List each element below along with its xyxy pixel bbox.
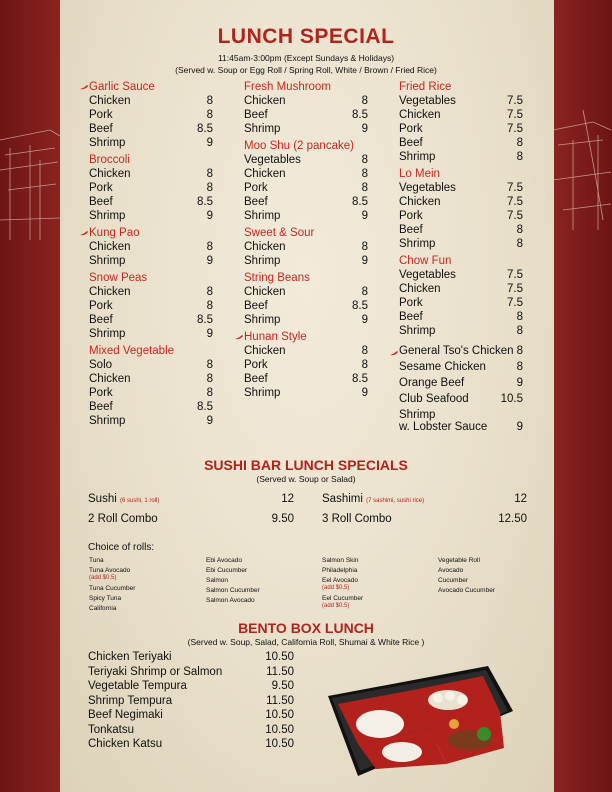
menu-item: Beef — [399, 311, 423, 323]
menu-price: 7.5 — [507, 196, 523, 208]
menu-price: 8 — [516, 137, 523, 149]
menu-price: 9 — [206, 255, 213, 267]
menu-item: Chicken — [89, 95, 131, 107]
roll-name: California — [89, 605, 117, 612]
menu-price: 8 — [516, 224, 523, 236]
menu-item: Chicken — [89, 373, 131, 385]
roll-combo-3: 3 Roll Combo — [322, 513, 392, 525]
sashimi-price: 12 — [514, 493, 527, 505]
menu-price: 8 — [206, 241, 213, 253]
menu-price: 7.5 — [507, 109, 523, 121]
menu-price: 8 — [206, 387, 213, 399]
menu-item: Shrimp — [244, 387, 281, 399]
menu-price: 8 — [361, 286, 368, 298]
sushi-title: SUSHI BAR LUNCH SPECIALS — [204, 457, 408, 473]
pagoda-sketch-right — [552, 100, 612, 300]
roll-name: Salmon Cucumber — [206, 587, 260, 594]
menu-price: 9 — [206, 210, 213, 222]
section-heading: Garlic Sauce — [89, 81, 155, 93]
menu-item: Beef — [89, 196, 113, 208]
roll-name: Philadelphia — [322, 567, 358, 574]
menu-item: Chicken — [244, 286, 286, 298]
menu-price: 7.5 — [507, 210, 523, 222]
roll-name: Avocado — [438, 567, 464, 574]
menu-item: Pork — [399, 297, 423, 309]
menu-item: Pork — [89, 300, 113, 312]
menu-item: Shrimp — [89, 328, 126, 340]
special-item: General Tso's Chicken — [399, 345, 514, 357]
roll-name: Vegetable Roll — [438, 557, 480, 564]
special-price: 10.5 — [500, 393, 523, 405]
bento-served: (Served w. Soup, Salad, California Roll, Shumai & White Rice ) — [187, 637, 425, 647]
menu-item: Shrimp — [244, 123, 281, 135]
roll-name: Ebi Avocado — [206, 557, 243, 564]
menu-price: 8.5 — [197, 196, 213, 208]
sushi-price: 12 — [281, 493, 294, 505]
roll-note: (add $0.5) — [322, 603, 350, 609]
roll-note: (add $0.5) — [89, 575, 117, 581]
menu-price: 8.5 — [197, 401, 213, 413]
chili-pepper-icon — [79, 230, 89, 236]
bento-price: 10.50 — [265, 709, 294, 721]
menu-item: Chicken — [399, 109, 441, 121]
bento-price: 10.50 — [265, 651, 294, 663]
menu-price: 8 — [361, 168, 368, 180]
menu-item: Shrimp — [89, 210, 126, 222]
menu-price: 8.5 — [352, 196, 368, 208]
menu-item: Chicken — [244, 168, 286, 180]
menu-item: Vegetables — [244, 154, 301, 166]
sushi-served: (Served w. Soup or Salad) — [256, 474, 356, 484]
menu-price: 8 — [516, 311, 523, 323]
menu-item: Pork — [244, 359, 268, 371]
menu-item: Pork — [399, 123, 423, 135]
menu-price: 8 — [361, 345, 368, 357]
roll-name: Eel Cucumber — [322, 595, 364, 602]
chili-pepper-icon — [389, 350, 399, 356]
menu-price: 9 — [206, 415, 213, 427]
menu-price: 7.5 — [507, 182, 523, 194]
menu-item: Pork — [89, 182, 113, 194]
bento-item: Tonkatsu — [88, 723, 135, 736]
menu-price: 8.5 — [197, 123, 213, 135]
menu-price: 8 — [206, 109, 213, 121]
bento-item: Chicken Teriyaki — [88, 651, 172, 663]
roll-name: Tuna Cucumber — [89, 585, 136, 592]
menu-item: Beef — [244, 109, 268, 121]
roll-name: Ebi Cucumber — [206, 567, 248, 574]
roll-note: (add $0.5) — [322, 585, 350, 591]
menu-price: 8 — [516, 325, 523, 337]
menu-price: 8 — [516, 151, 523, 163]
menu-price: 7.5 — [507, 269, 523, 281]
served-text: (Served w. Soup or Egg Roll / Spring Roll, White / Brown / Fried Rice) — [175, 65, 437, 75]
sashimi-item: Sashimi (7 sashimi, sushi rice) — [322, 493, 425, 505]
menu-item: Beef — [399, 137, 423, 149]
special-price: 9 — [516, 377, 523, 389]
bento-price: 10.50 — [265, 738, 294, 750]
bento-item: Teriyaki Shrimp or Salmon — [88, 665, 223, 678]
section-heading: Moo Shu (2 pancake) — [244, 140, 354, 152]
menu-item: Shrimp — [89, 415, 126, 427]
menu-item: Chicken — [399, 283, 441, 295]
menu-price: 9 — [361, 123, 368, 135]
bento-item: Shrimp Tempura — [88, 694, 173, 707]
menu-item: Beef — [89, 123, 113, 135]
bento-box-image — [318, 656, 518, 778]
menu-price: 9 — [361, 387, 368, 399]
menu-item: Chicken — [89, 286, 131, 298]
menu-price: 8 — [206, 359, 213, 371]
menu-item: Shrimp — [244, 314, 281, 326]
menu-price: 8.5 — [352, 109, 368, 121]
menu-price: 8 — [206, 95, 213, 107]
bento-item: Chicken Katsu — [88, 738, 163, 750]
bento-title: BENTO BOX LUNCH — [238, 620, 374, 636]
menu-item: Shrimp — [399, 151, 436, 163]
special-item: Orange Beef — [399, 377, 465, 389]
bento-price: 11.50 — [266, 665, 294, 678]
menu-price: 7.5 — [507, 283, 523, 295]
bento-price: 9.50 — [271, 680, 294, 692]
menu-item: Chicken — [244, 241, 286, 253]
pagoda-sketch-left — [0, 100, 60, 300]
menu-item: Shrimp — [244, 210, 281, 222]
menu-item: Shrimp — [89, 137, 126, 149]
menu-price: 9 — [361, 255, 368, 267]
bento-item: Vegetable Tempura — [88, 680, 187, 692]
menu-price: 8 — [361, 241, 368, 253]
roll-name: Salmon Skin — [322, 557, 359, 564]
section-heading: Mixed Vegetable — [89, 345, 175, 357]
menu-item: Beef — [89, 314, 113, 326]
menu-price: 7.5 — [507, 95, 523, 107]
menu-price: 9 — [206, 328, 213, 340]
page-title: LUNCH SPECIAL — [217, 25, 395, 48]
menu-price: 8 — [206, 286, 213, 298]
menu-item: Pork — [399, 210, 423, 222]
menu-item: Shrimp — [399, 238, 436, 250]
menu-item: Shrimp — [89, 255, 126, 267]
special-price: 8 — [516, 345, 523, 357]
chili-pepper-icon — [79, 84, 89, 90]
hours-text: 11:45am-3:00pm (Except Sundays & Holidays) — [217, 53, 395, 63]
special-price: 9 — [516, 421, 523, 433]
menu-price: 8.5 — [352, 373, 368, 385]
section-heading: Fresh Mushroom — [244, 81, 331, 93]
menu-item: Beef — [244, 300, 268, 312]
menu-price: 7.5 — [507, 123, 523, 135]
menu-item: Shrimp — [399, 325, 436, 337]
roll-name: Avocado Cucumber — [438, 587, 495, 594]
special-item: w. Lobster Sauce — [399, 421, 488, 433]
menu-item: Pork — [89, 387, 113, 399]
menu-price: 8 — [206, 300, 213, 312]
menu-price: 9 — [206, 137, 213, 149]
menu-item: Chicken — [244, 345, 286, 357]
special-price: 8 — [516, 361, 523, 373]
menu-price: 8 — [361, 359, 368, 371]
special-item: Shrimp — [399, 409, 436, 421]
menu-price: 8 — [516, 238, 523, 250]
bento-price: 10.50 — [265, 723, 294, 736]
section-heading: Chow Fun — [399, 255, 452, 267]
menu-item: Chicken — [399, 196, 441, 208]
roll-name: Tuna — [89, 557, 104, 564]
sushi-item: Sushi (6 sushi, 1 roll) — [88, 493, 160, 505]
menu-item: Pork — [244, 182, 268, 194]
chili-pepper-icon — [234, 334, 244, 340]
bento-item: Beef Negimaki — [88, 709, 163, 721]
section-heading: String Beans — [244, 272, 310, 284]
menu-price: 9 — [361, 210, 368, 222]
menu-price: 8.5 — [197, 314, 213, 326]
section-heading: Sweet & Sour — [244, 227, 315, 239]
section-heading: Snow Peas — [89, 272, 148, 284]
roll-combo-2-price: 9.50 — [271, 513, 294, 525]
choice-of-rolls: Choice of rolls: — [88, 542, 155, 553]
menu-item: Beef — [244, 196, 268, 208]
menu-price: 8.5 — [352, 300, 368, 312]
roll-name: Spicy Tuna — [89, 595, 122, 602]
menu-price: 7.5 — [507, 297, 523, 309]
bento-price: 11.50 — [266, 694, 294, 707]
roll-name: Salmon Avocado — [206, 597, 255, 604]
menu-item: Beef — [89, 401, 113, 413]
menu-item: Vegetables — [399, 269, 456, 281]
menu-price: 8 — [361, 95, 368, 107]
menu-price: 8 — [361, 154, 368, 166]
menu-item: Chicken — [89, 168, 131, 180]
menu-item: Beef — [399, 224, 423, 236]
menu-item: Shrimp — [244, 255, 281, 267]
menu-item: Chicken — [89, 241, 131, 253]
menu-price: 8 — [206, 168, 213, 180]
section-heading: Broccoli — [89, 154, 130, 166]
menu-item: Chicken — [244, 95, 286, 107]
section-heading: Kung Pao — [89, 227, 140, 239]
menu-item: Solo — [89, 359, 113, 371]
menu-price: 8 — [206, 373, 213, 385]
section-heading: Fried Rice — [399, 81, 452, 93]
roll-combo-2: 2 Roll Combo — [88, 513, 158, 525]
roll-name: Tuna Avocado — [89, 567, 131, 574]
menu-item: Pork — [89, 109, 113, 121]
section-heading: Lo Mein — [399, 168, 440, 180]
roll-name: Salmon — [206, 577, 229, 584]
menu-item: Vegetables — [399, 95, 456, 107]
menu-price: 9 — [361, 314, 368, 326]
roll-combo-3-price: 12.50 — [498, 513, 527, 525]
special-item: Club Seafood — [399, 393, 469, 405]
menu-price: 8 — [361, 182, 368, 194]
menu-price: 8 — [206, 182, 213, 194]
menu-item: Beef — [244, 373, 268, 385]
special-item: Sesame Chicken — [399, 361, 486, 373]
menu-item: Vegetables — [399, 182, 456, 194]
roll-name: Eel Avocado — [322, 577, 359, 584]
section-heading: Hunan Style — [244, 331, 307, 343]
roll-name: Cucumber — [438, 577, 468, 584]
